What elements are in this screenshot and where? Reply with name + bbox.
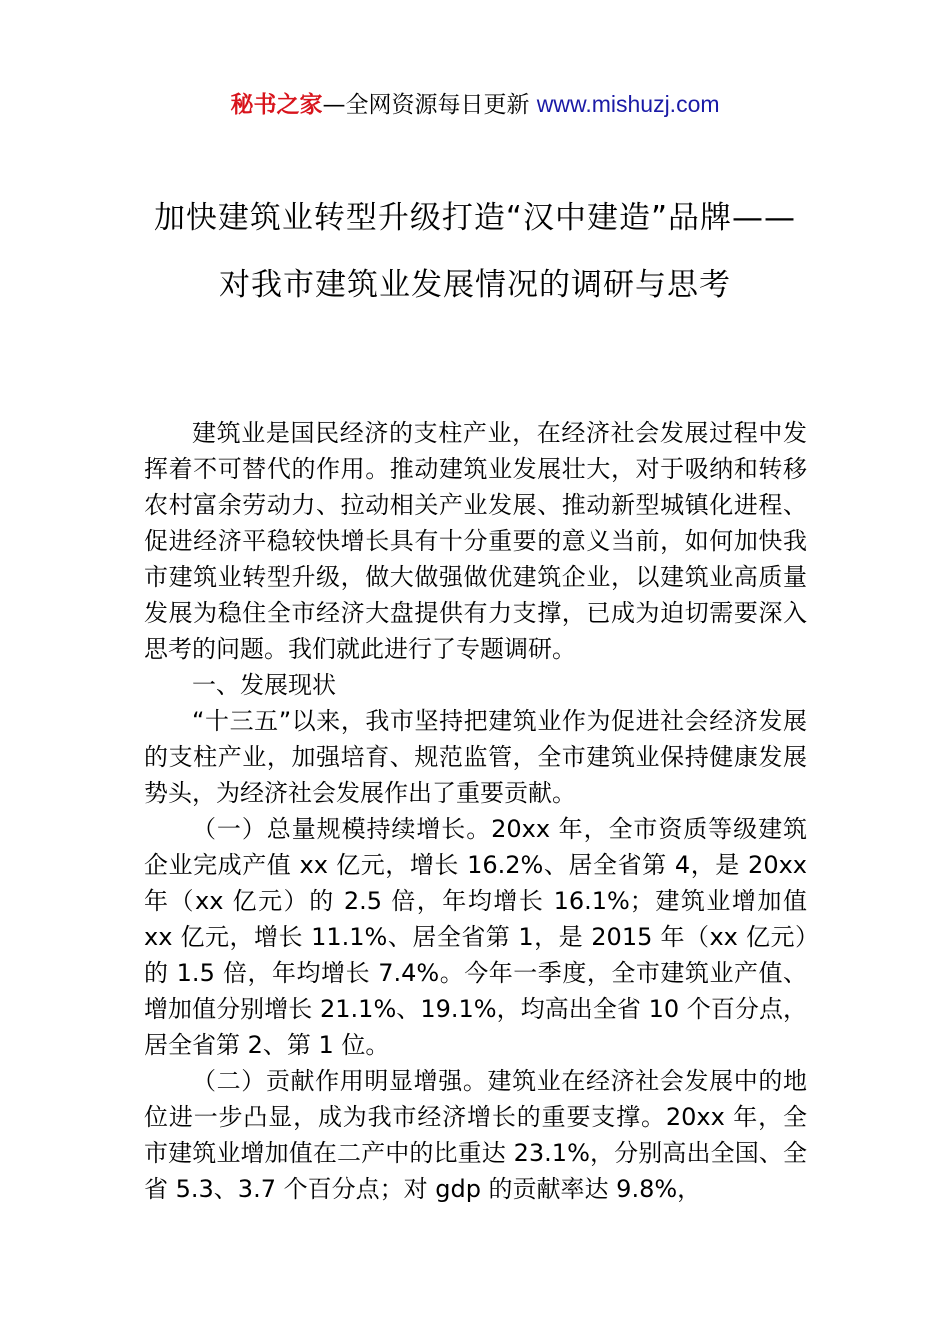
brand-name: 秘书之家 xyxy=(230,92,323,118)
section-heading: 一、发展现状 xyxy=(192,671,336,699)
site-header xyxy=(0,88,950,121)
header-tagline: —全网资源每日更新 xyxy=(322,92,537,118)
paragraph-intro: 建筑业是国民经济的支柱产业，在经济社会发展过程中发挥着不可替代的作用。推动建筑业发展壮大，对于吸纳和转移农村富余劳动力、拉动相关产业发展、推动新型城镇化进程、促进经济平稳较快增长具有十分重要的意义当前，如何加快我市建筑业转型升级，做大做强做优建筑企业，以建筑业高质量发展为稳住全市经济大盘提供有力支撑，已成为迫切需要深入思考的问题。我们就此进行了专题调研。 xyxy=(144,419,807,663)
paragraph-contribution: （二）贡献作用明显增强。建筑业在经济社会发展中的地位进一步凸显，成为我市经济增长的重要支撑。20xx 年，全市建筑业增加值在二产中的比重达 23.1%，分别高出全国、全省 5.3、3.7 个百分点；对 gdp 的贡献率达 9.8%， xyxy=(144,1067,807,1203)
site-url[interactable]: www.mishuzj.com xyxy=(536,91,720,117)
paragraph-scale: （一）总量规模持续增长。20xx 年，全市资质等级建筑企业完成产值 xx 亿元，增长 16.2%、居全省第 4，是 20xx 年（xx 亿元）的 2.5 倍，年均增长 16.1%；建筑业增加值 xx 亿元，增长 11.1%、居全省第 1，是 2015 年（xx 亿元）的 1.5 倍，年均增长 7.4%。今年一季度，全市建筑业产值、增加值分别增长 21.1%、19.1%，均高出全省 10 个百分点，居全省第 2、第 1 位。 xyxy=(144,815,807,1059)
document-body xyxy=(144,415,807,1207)
document-title: 加快建筑业转型升级打造“汉中建造”品牌——对我市建筑业发展情况的调研与思考 xyxy=(153,200,797,303)
paragraph-overview: “十三五”以来，我市坚持把建筑业作为促进社会经济发展的支柱产业，加强培育、规范监管，全市建筑业保持健康发展势头，为经济社会发展作出了重要贡献。 xyxy=(144,707,807,807)
